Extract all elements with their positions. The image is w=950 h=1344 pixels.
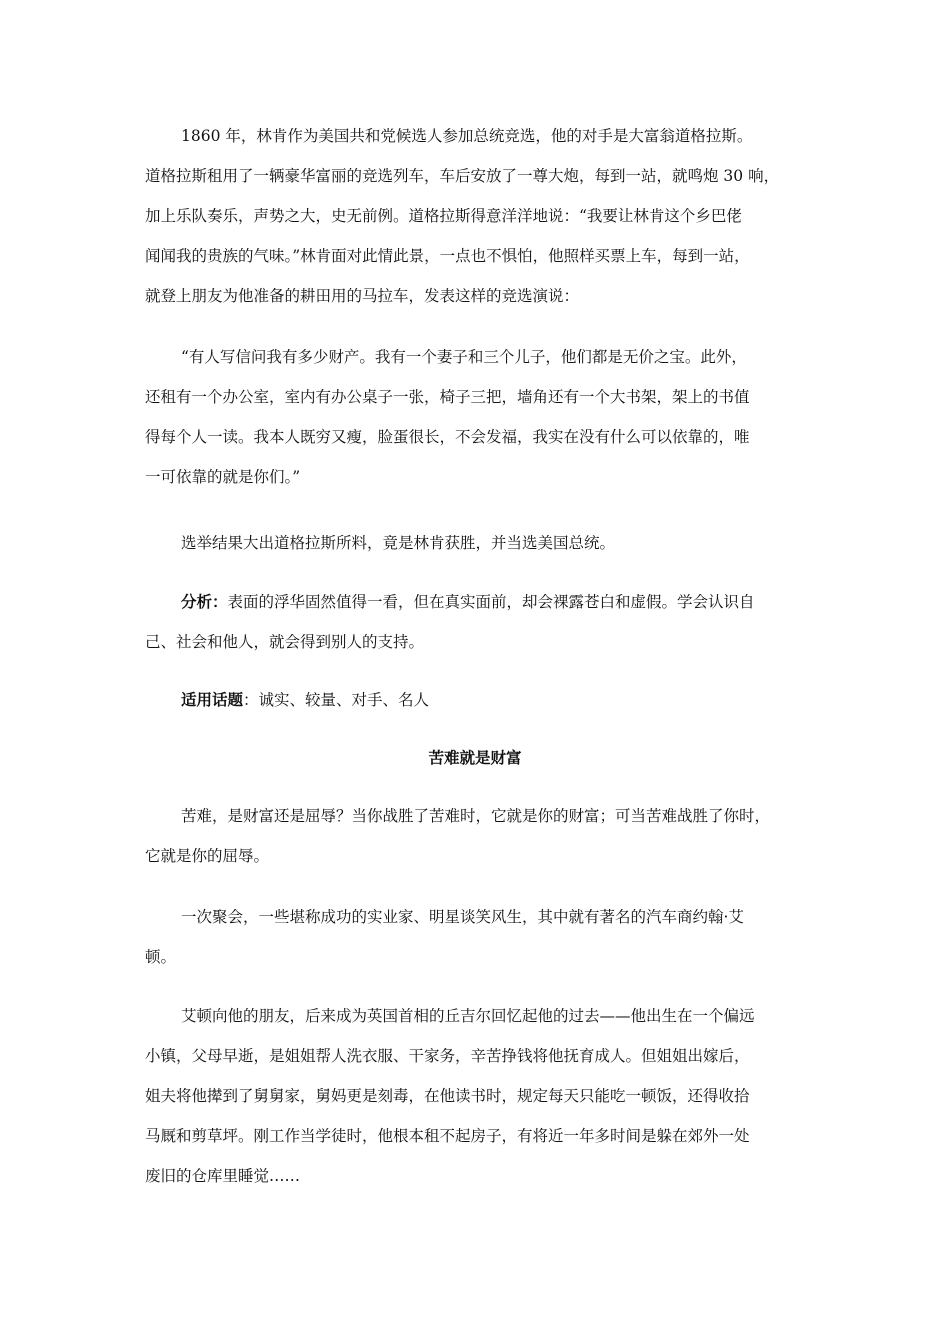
paragraph-gathering	[145, 897, 810, 977]
analysis-text: 表面的浮华固然值得一看，但在真实面前，却会裸露苍白和虚假。学会认识自	[227, 593, 755, 611]
text-line	[145, 680, 810, 720]
section-title: 苦难就是财富	[428, 748, 522, 767]
text-line: 一次聚会，一些堪称成功的实业家、明星谈笑风生，其中就有著名的汽车商约翰·艾	[181, 908, 744, 926]
text-line: 道格拉斯租用了一辆豪华富丽的竞选列车，车后安放了一尊大炮，每到一站，就鸣炮 30 响，	[145, 167, 780, 185]
text-line: 还租有一个办公室，室内有办公桌子一张，椅子三把，墙角还有一个大书架，架上的书值	[145, 388, 750, 406]
text-line: 小镇，父母早逝，是姐姐帮人洗衣服、干家务，辛苦挣钱将他抚育成人。但姐姐出嫁后，	[145, 1047, 750, 1065]
analysis-label: 分析	[181, 592, 213, 611]
paragraph-lincoln-campaign	[145, 116, 810, 316]
paragraph-election-result	[145, 523, 810, 563]
text-line: 就登上朋友为他准备的耕田用的马拉车，发表这样的竞选演说：	[145, 287, 580, 305]
paragraph-ayton-past	[145, 996, 810, 1196]
topics-label: 适用话题	[181, 690, 244, 709]
text-line: 马厩和剪草坪。刚工作当学徒时，他根本租不起房子，有将近一年多时间是躲在郊外一处	[145, 1127, 750, 1145]
text-line: 闻闻我的贵族的气味。”林肯面对此情此景，一点也不惧怕，他照样买票上车，每到一站，	[145, 247, 750, 265]
text-line: “有人写信问我有多少财产。我有一个妻子和三个儿子，他们都是无价之宝。此外，	[181, 348, 747, 366]
topics-text: 诚实、较量、对手、名人	[258, 691, 430, 709]
text-line: 1860 年，林肯作为美国共和党候选人参加总统竞选，他的对手是大富翁道格拉斯。	[181, 127, 753, 145]
text-line: 废旧的仓库里睡觉……	[145, 1167, 301, 1185]
analysis-colon: ：	[212, 592, 228, 611]
text-line: 它就是你的屈辱。	[145, 847, 270, 865]
text-line: 加上乐队奏乐，声势之大，史无前例。道格拉斯得意洋洋地说：“我要让林肯这个乡巴佬	[145, 207, 742, 225]
text-line: 姐夫将他撵到了舅舅家，舅妈更是刻毒，在他读书时，规定每天只能吃一顿饭，还得收拾	[145, 1087, 750, 1105]
text-line: 艾顿向他的朋友，后来成为英国首相的丘吉尔回忆起他的过去——他出生在一个偏远	[181, 1007, 755, 1025]
topics-colon: ：	[243, 691, 259, 709]
text-line: 苦难，是财富还是屈辱？当你战胜了苦难时，它就是你的财富；可当苦难战胜了你时，	[181, 807, 771, 825]
text-line	[145, 582, 810, 622]
text-line: 己、社会和他人，就会得到别人的支持。	[145, 633, 425, 651]
text-line: 一可依靠的就是你们。”	[145, 468, 301, 486]
text-line: 选举结果大出道格拉斯所料，竟是林肯获胜，并当选美国总统。	[181, 534, 616, 552]
paragraph-lincoln-speech	[145, 337, 810, 497]
paragraph-analysis	[145, 582, 810, 662]
paragraph-hardship-intro	[145, 796, 810, 876]
text-line: 顿。	[145, 948, 177, 966]
text-line: 得每个人一读。我本人既穷又瘦，脸蛋很长，不会发福，我实在没有什么可以依靠的，唯	[145, 428, 750, 446]
paragraph-topics	[145, 680, 810, 720]
